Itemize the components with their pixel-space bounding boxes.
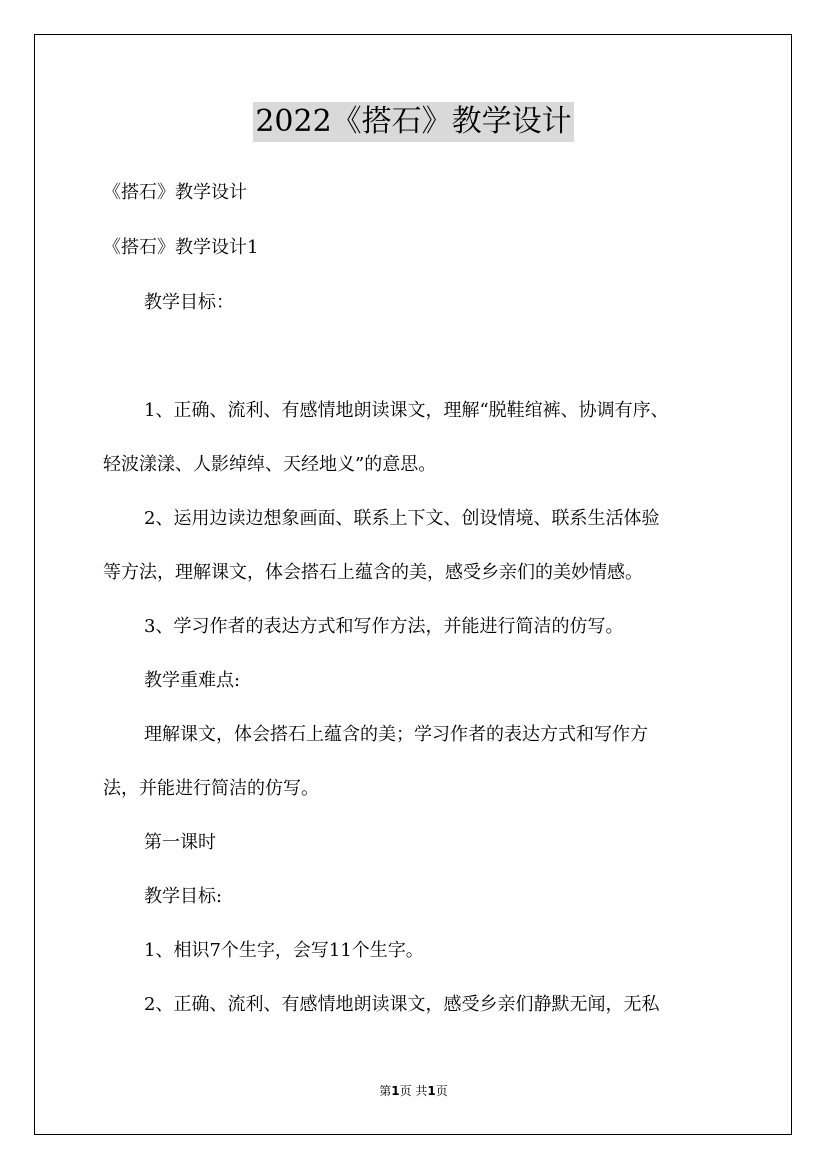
doc-line-15: 2、正确、流利、有感情地朗读课文，感受乡亲们静默无闻，无私 <box>144 994 660 1015</box>
footer-prefix: 第 <box>379 1084 392 1098</box>
doc-line-3: 教学目标： <box>144 292 234 313</box>
doc-line-5: 轻波漾漾、人影绰绰、天经地义”的意思。 <box>103 454 437 475</box>
doc-line-14: 1、相识7个生字，会写11个生字。 <box>144 940 424 961</box>
doc-line-2: 《搭石》教学设计1 <box>103 237 259 258</box>
footer-mid: 页 共 <box>399 1084 428 1098</box>
title-container <box>0 102 827 142</box>
doc-line-7: 等方法，理解课文，体会搭石上蕴含的美，感受乡亲们的美妙情感。 <box>103 562 643 583</box>
doc-line-9: 教学重难点: <box>144 670 241 691</box>
document-title: 2022《搭石》教学设计 <box>253 102 573 142</box>
doc-line-4: 1、正确、流利、有感情地朗读课文，理解“脱鞋绾裤、协调有序、 <box>144 400 669 421</box>
page-footer <box>0 1083 827 1099</box>
doc-line-12: 第一课时 <box>144 832 216 853</box>
footer-page-current: 1 <box>391 1084 400 1098</box>
doc-line-8: 3、学习作者的表达方式和写作方法，并能进行简洁的仿写。 <box>144 616 624 637</box>
doc-line-6: 2、运用边读边想象画面、联系上下文、创设情境、联系生活体验 <box>144 508 660 529</box>
footer-page-total: 1 <box>427 1084 436 1098</box>
doc-line-11: 法，并能进行简洁的仿写。 <box>103 778 319 799</box>
doc-line-13: 教学目标: <box>144 886 223 907</box>
doc-line-10: 理解课文，体会搭石上蕴含的美；学习作者的表达方式和写作方 <box>144 724 648 745</box>
footer-suffix: 页 <box>435 1084 448 1098</box>
doc-line-1: 《搭石》教学设计 <box>103 182 247 203</box>
